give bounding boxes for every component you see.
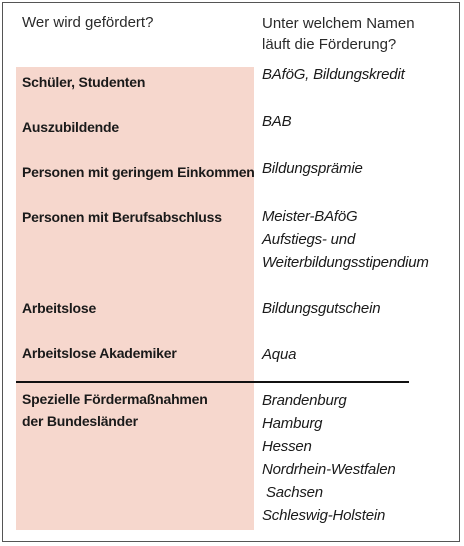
state-item: Hamburg: [262, 415, 323, 432]
header-left: Wer wird gefördert?: [22, 14, 154, 31]
group-students: Schüler, Studenten: [22, 74, 146, 90]
state-item: Nordrhein-Westfalen: [262, 461, 396, 478]
funding-vocational-degree: [262, 205, 429, 274]
funding-unemployed: Bildungsgutschein: [262, 300, 381, 317]
funding-unemployed-academics: Aqua: [262, 346, 297, 363]
special-group-line1: Spezielle Fördermaßnahmen: [22, 391, 208, 407]
state-item: Sachsen: [262, 484, 323, 501]
group-trainees: Auszubildende: [22, 119, 119, 135]
group-unemployed-academics: Arbeitslose Akademiker: [22, 345, 177, 361]
funding-states-list: [262, 389, 396, 527]
header-right-line1: Unter welchem Namen: [262, 15, 415, 32]
state-item: Schleswig-Holstein: [262, 507, 386, 524]
funding-low-income: Bildungsprämie: [262, 160, 363, 177]
header-right-line2: läuft die Förderung?: [262, 36, 397, 53]
group-unemployed: Arbeitslose: [22, 300, 97, 316]
funding-vocational-line3: Weiterbildungsstipendium: [262, 254, 429, 271]
state-item: Brandenburg: [262, 392, 347, 409]
funding-vocational-line1: Meister-BAföG: [262, 208, 358, 225]
funding-students: BAföG, Bildungskredit: [262, 66, 405, 83]
group-special-measures: [22, 388, 208, 432]
special-group-line2: der Bundesländer: [22, 413, 138, 429]
funding-vocational-line2: Aufstiegs- und: [262, 231, 356, 248]
state-item: Hessen: [262, 438, 312, 455]
funding-trainees: BAB: [262, 113, 292, 130]
group-vocational-degree: Personen mit Berufsabschluss: [22, 209, 222, 225]
section-divider: [16, 381, 409, 383]
header-right: [262, 13, 452, 55]
group-low-income: Personen mit geringem Einkommen: [22, 164, 255, 180]
